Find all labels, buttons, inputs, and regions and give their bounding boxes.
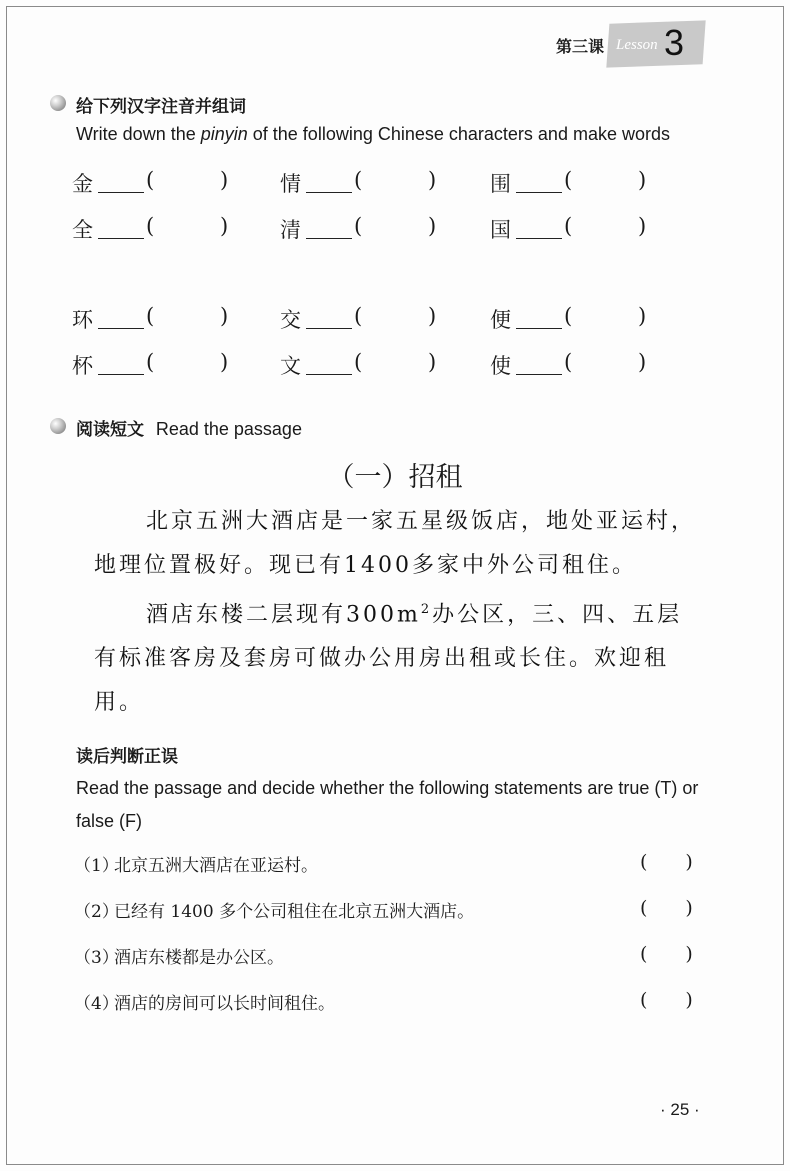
pinyin-exercise-grid: [72, 164, 692, 392]
character: 围: [490, 172, 511, 196]
paren-close: ): [220, 304, 229, 328]
character: 金: [72, 172, 93, 196]
paren-close: ): [428, 168, 437, 192]
item-number: （3）: [74, 948, 119, 968]
paren-close: ): [638, 304, 647, 328]
word-blank[interactable]: [516, 192, 562, 193]
exercise-cell: [280, 346, 480, 386]
paren-close: ): [220, 350, 229, 374]
paren-open: (: [640, 989, 648, 1011]
character: 便: [490, 308, 511, 332]
passage-paragraph-1: 北京五洲大酒店是一家五星级饭店，地处亚运村，地理位置极好。现已有1400多家中外公司租住。: [94, 509, 697, 578]
paren-close: ): [428, 350, 437, 374]
answer-box[interactable]: [640, 851, 693, 873]
paren-open: (: [146, 214, 155, 238]
paren-open: (: [354, 304, 363, 328]
word-blank[interactable]: [98, 328, 144, 329]
paren-open: (: [354, 350, 363, 374]
true-false-title: 读后判断正误: [76, 747, 178, 767]
passage-title: （一）招租: [327, 462, 463, 493]
grid-row: [72, 346, 692, 392]
character: 全: [72, 218, 93, 242]
list-item: [74, 983, 714, 1029]
paren-open: (: [146, 168, 155, 192]
word-blank[interactable]: [516, 328, 562, 329]
character: 国: [490, 218, 511, 242]
paragraph-text: 酒店东楼二层现有300m: [146, 602, 421, 628]
exercise-cell: [280, 300, 480, 340]
word-blank[interactable]: [98, 238, 144, 239]
exercise-cell: [280, 164, 480, 204]
paren-close: ): [220, 214, 229, 238]
paren-close: ): [428, 214, 437, 238]
exercise-cell: [490, 210, 690, 250]
paren-open: (: [564, 214, 573, 238]
exercise-cell: [72, 346, 272, 386]
paren-close: ): [638, 214, 647, 238]
word-blank[interactable]: [516, 238, 562, 239]
lesson-tab: [548, 20, 708, 66]
section2-title-cn: 阅读短文: [76, 420, 144, 440]
exercise-cell: [280, 210, 480, 250]
superscript: 2: [420, 602, 433, 617]
paren-close: ): [638, 168, 647, 192]
passage-body: [94, 500, 700, 725]
word-blank[interactable]: [306, 238, 352, 239]
word-blank[interactable]: [98, 192, 144, 193]
character: 情: [280, 172, 301, 196]
exercise-cell: [490, 346, 690, 386]
item-statement: 已经有 1400 多个公司租住在北京五洲大酒店。: [114, 902, 475, 922]
paren-open: (: [564, 350, 573, 374]
character: 杯: [72, 354, 93, 378]
paren-close: ): [220, 168, 229, 192]
lesson-label-cn: 第三课: [556, 37, 605, 56]
list-item: [74, 891, 714, 937]
paren-open: (: [146, 304, 155, 328]
list-item: [74, 845, 714, 891]
item-statement: 北京五洲大酒店在亚运村。: [114, 856, 318, 876]
paragraph-text: 办公区，三、四、五层有标准客房及套房可做办公用房出租或长住。欢迎租用。: [94, 602, 683, 716]
bullet-icon: [50, 95, 66, 111]
true-false-instruction: Read the passage and decide whether the following statements are true (T) or false (F): [76, 778, 699, 831]
instruction-part: Write down the: [76, 124, 201, 144]
section1-instruction: [76, 124, 670, 145]
exercise-cell: [490, 164, 690, 204]
word-blank[interactable]: [306, 192, 352, 193]
bullet-icon: [50, 418, 66, 434]
paren-open: (: [354, 168, 363, 192]
character: 文: [280, 354, 301, 378]
paren-open: (: [564, 304, 573, 328]
answer-box[interactable]: [640, 943, 693, 965]
paren-open: (: [640, 851, 648, 873]
grid-row: [72, 300, 692, 346]
exercise-cell: [72, 164, 272, 204]
item-statement: 酒店的房间可以长时间租住。: [114, 994, 335, 1014]
exercise-cell: [72, 300, 272, 340]
paren-close: ): [685, 851, 693, 873]
true-false-list: [74, 845, 714, 1029]
answer-box[interactable]: [640, 989, 693, 1011]
paren-open: (: [354, 214, 363, 238]
exercise-cell: [490, 300, 690, 340]
instruction-part: of the following Chinese characters and make words: [247, 124, 670, 144]
answer-box[interactable]: [640, 897, 693, 919]
character: 使: [490, 354, 511, 378]
word-blank[interactable]: [306, 374, 352, 375]
passage-paragraph-2: [94, 588, 700, 725]
item-number: （4）: [74, 994, 119, 1014]
paren-close: ): [685, 897, 693, 919]
character: 环: [72, 308, 93, 332]
paren-open: (: [146, 350, 155, 374]
paren-open: (: [640, 897, 648, 919]
instruction-pinyin: pinyin: [200, 124, 248, 144]
item-number: （2）: [74, 902, 119, 922]
paren-close: ): [428, 304, 437, 328]
paren-open: (: [640, 943, 648, 965]
exercise-cell: [72, 210, 272, 250]
lesson-number: 3: [664, 22, 685, 63]
paren-close: ): [685, 943, 693, 965]
word-blank[interactable]: [98, 374, 144, 375]
lesson-label-en: Lesson: [616, 37, 658, 53]
section2-title-en: Read the passage: [155, 419, 302, 439]
section2-title: [76, 415, 302, 440]
paren-close: ): [638, 350, 647, 374]
word-blank[interactable]: [516, 374, 562, 375]
word-blank[interactable]: [306, 328, 352, 329]
item-number: （1）: [74, 856, 119, 876]
list-item: [74, 937, 714, 983]
section1-title: 给下列汉字注音并组词: [76, 97, 246, 117]
character: 交: [280, 308, 301, 332]
item-statement: 酒店东楼都是办公区。: [114, 948, 284, 968]
character: 清: [280, 218, 301, 242]
paren-close: ): [685, 989, 693, 1011]
grid-row: [72, 210, 692, 300]
paren-open: (: [564, 168, 573, 192]
grid-row: [72, 164, 692, 210]
page-number: · 25 ·: [660, 1100, 700, 1119]
